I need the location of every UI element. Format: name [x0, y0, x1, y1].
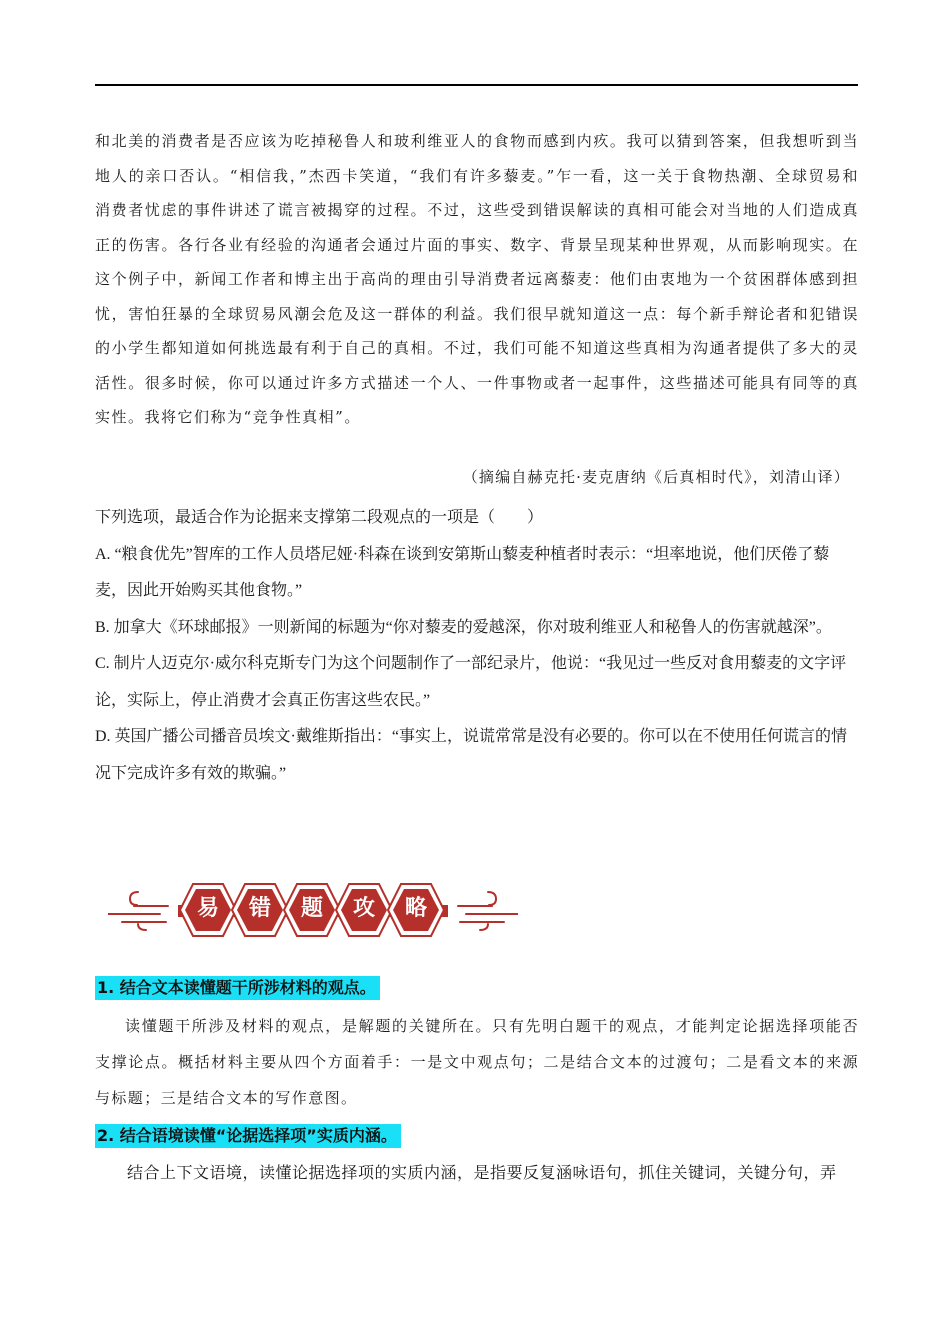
banner-char-4: 攻	[352, 896, 375, 921]
tip-2-body: 结合上下文语境，读懂论据选择项的实质内涵，是指要反复涵咏语句，抓住关键词，关键分句，弄	[127, 1165, 837, 1182]
header-rule	[95, 84, 858, 86]
tip-1-heading: 1. 结合文本读懂题干所涉材料的观点。	[95, 976, 380, 1000]
question-stem: 下列选项，最适合作为论据来支撑第二段观点的一项是（ ）	[95, 509, 544, 526]
banner-char-2: 错	[248, 896, 271, 921]
section-banner	[108, 874, 518, 944]
banner-char-3: 题	[300, 896, 323, 921]
passage-source: （摘编自赫克托·麦克唐纳《后真相时代》，刘清山译）	[462, 468, 850, 486]
option-d[interactable]: D. 英国广播公司播音员埃文·戴维斯指出：“事实上，说谎常常是没有必要的。你可以在不使用任何谎言的情况下完成许多有效的欺骗。”	[95, 728, 847, 782]
tip-1-body: 读懂题干所涉及材料的观点，是解题的关键所在。只有先明白题干的观点，才能判定论据选择项能否支撑论点。概括材料主要从四个方面着手：一是文中观点句；二是结合文本的过渡句；二是看文本的来源与标题；三是结合文本的写作意图。	[95, 1017, 859, 1107]
tip-2	[95, 1124, 859, 1192]
banner-char-5: 略	[404, 896, 427, 921]
passage-paragraph: 和北美的消费者是否应该为吃掉秘鲁人和玻利维亚人的食物而感到内疚。我可以猜到答案，但我想听到当地人的亲口否认。“相信我，”杰西卡笑道，“我们有许多藜麦。”乍一看，这一关于食物热潮、全球贸易和消费者忧虑的事件讲述了谎言被揭穿的过程。不过，这些受到错误解读的真相可能会对当地的人们造成真正的伤害。各行各业有经验的沟通者会通过片面的事实、数字、背景呈现某种世界观，从而影响现实。在这个例子中，新闻工作者和博主出于高尚的理由引导消费者远离藜麦：他们由衷地为一个贫困群体感到担忧，害怕狂暴的全球贸易风潮会危及这一群体的利益。我们很早就知道这一点：每个新手辩论者和犯错误的小学生都知道如何挑选最有利于自己的真相。不过，我们可能不知道这些真相为沟通者提供了多大的灵活性。很多时候，你可以通过许多方式描述一个人、一件事物或者一起事件，这些描述可能具有同等的真实性。我将它们称为“竞争性真相”。	[95, 132, 859, 426]
option-a[interactable]: A. “粮食优先”智库的工作人员塔尼娅·科森在谈到安第斯山藜麦种植者时表示：“坦率地说，他们厌倦了藜麦，因此开始购买其他食物。”	[95, 545, 830, 599]
reading-passage	[95, 124, 859, 435]
option-c[interactable]: C. 制片人迈克尔·威尔科克斯专门为这个问题制作了一部纪录片，他说：“我见过一些反对食用藜麦的文字评论，实际上，停止消费才会真正伤害这些农民。”	[95, 655, 847, 709]
option-b[interactable]: B. 加拿大《环球邮报》一则新闻的标题为“你对藜麦的爱越深，你对玻利维亚人和秘鲁人的伤害就越深”。	[95, 618, 832, 636]
banner-char-1: 易	[196, 896, 219, 921]
tip-1	[95, 976, 859, 1116]
question-block	[95, 500, 859, 792]
tip-2-heading: 2. 结合语境读懂“论据选择项”实质内涵。	[95, 1124, 401, 1148]
